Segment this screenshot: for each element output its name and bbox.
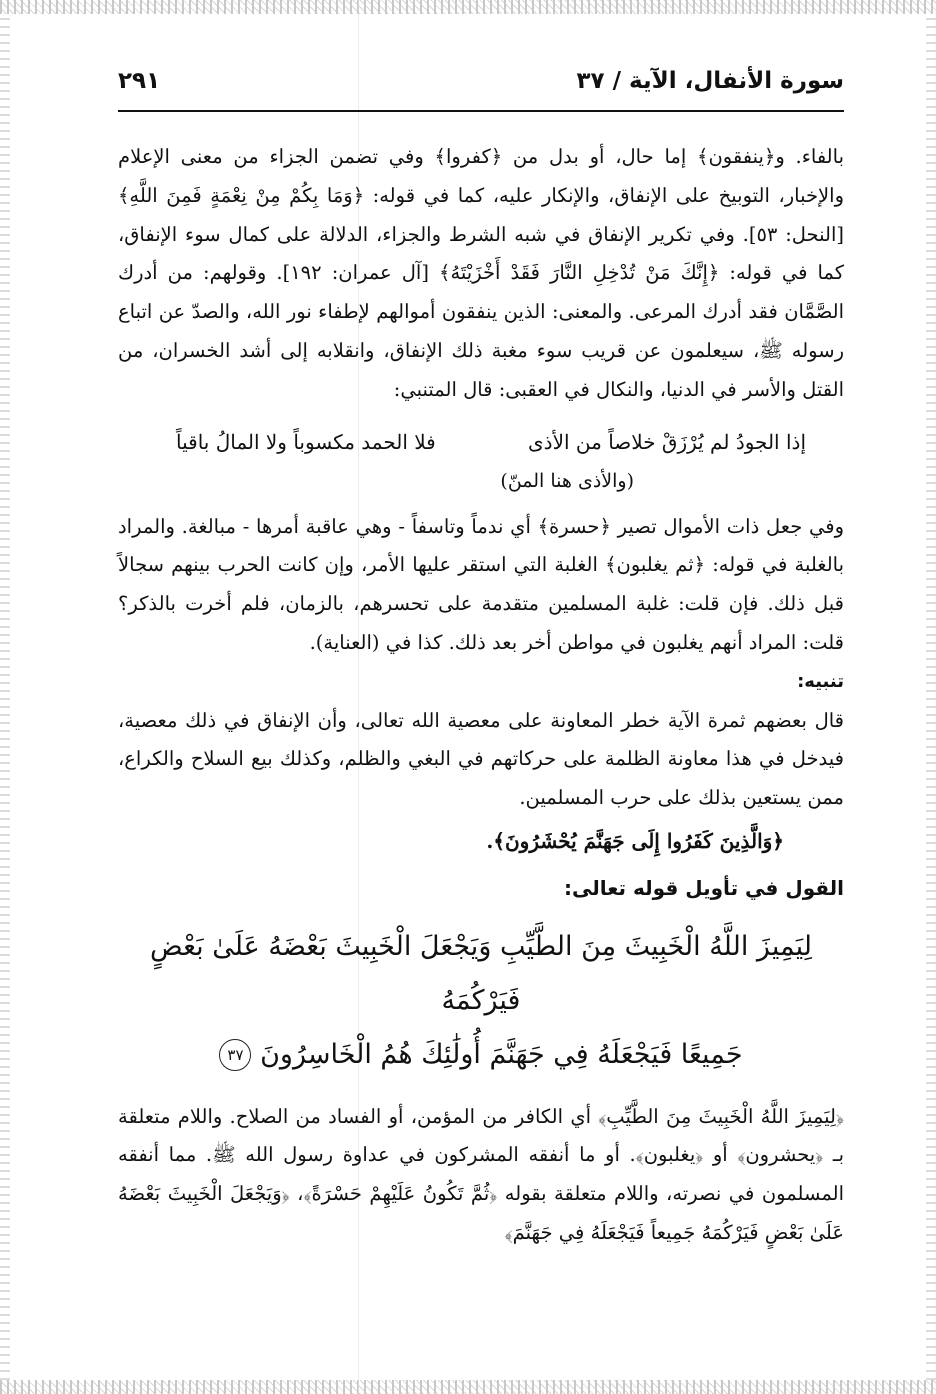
notice-heading: تنبيه: <box>797 670 844 692</box>
quran-line: ﴿وَالَّذِينَ كَفَرُوا إِلَى جَهَنَّمَ يُحْشَرُونَ﴾. <box>486 828 784 853</box>
verse-line-1: لِيَمِيزَ اللَّهُ الْخَبِيثَ مِنَ الطَّيِّبِ وَيَجْعَلَ الْخَبِيثَ بَعْضَهُ عَلَىٰ بَعْضٍ فَيَرْكُمَهُ <box>150 930 812 1016</box>
quran-verse-block <box>118 920 844 1082</box>
header-rule <box>118 110 844 112</box>
section-heading: القول في تأويل قوله تعالى: <box>564 875 844 900</box>
ornamental-border-bottom <box>0 1380 936 1394</box>
ornamental-border-left <box>0 14 10 1380</box>
poem-hemistich-1: إذا الجودُ لم يُرْزَقْ خلاصاً من الأذى <box>528 429 806 454</box>
running-title: سورة الأنفال، الآية / ٣٧ <box>576 68 844 94</box>
poem-note: (والأذى هنا المنّ) <box>500 469 634 492</box>
paragraph-2: وفي جعل ذات الأموال تصير ﴿حسرة﴾ أي ندماً وتاسفاً - وهي عاقبة أمرها - مبالغة. والمراد بالغلبة في قوله: ﴿ثم يغلبون﴾ الغلبة التي استقر عليها الأمر، وإن كانت الحرب بينهم سجالاً قبل ذلك. فإن قلت: غلبة المسلمين متقدمة على تحسرهم، بالزمان، فلم أخرت بالذكر؟ قلت: المراد أنهم يغلبون في مواطن أخر بعد ذلك. كذا في (العناية). <box>118 514 844 654</box>
page-number: ٢٩١ <box>118 68 161 94</box>
verse-line-2: جَمِيعًا فَيَجْعَلَهُ فِي جَهَنَّمَ أُولَٰئِكَ هُمُ الْخَاسِرُونَ <box>260 1038 743 1070</box>
verse-line-2-wrap <box>118 1028 844 1082</box>
ornamental-border-right <box>926 14 936 1380</box>
poem-verse <box>118 420 844 464</box>
page-header <box>118 68 844 102</box>
page-body <box>118 138 844 1253</box>
ayah-number-marker: ٣٧ <box>219 1039 251 1071</box>
commentary-paragraph: ﴿لِيَمِيزَ اللَّهُ الْخَبِيثَ مِنَ الطَّيِّبِ﴾ أي الكافر من المؤمن، أو الفساد من الصلاح. واللام متعلقة بـ ﴿يحشرون﴾ أو ﴿يغلبون﴾. أو ما أنفقه المشركون في عداوة رسول الله ﷺ. مما أنفقه المسلمون في نصرته، واللام متعلقة بقوله ﴿ثُمَّ تَكُونُ عَلَيْهِمْ حَسْرَةً﴾، ﴿وَيَجْعَلَ الْخَبِيثَ بَعْضَهُ عَلَىٰ بَعْضٍ فَيَرْكُمَهُ جَمِيعاً فَيَجْعَلَهُ فِي جَهَنَّمَ﴾ <box>118 1104 844 1244</box>
notice-text: قال بعضهم ثمرة الآية خطر المعاونة على معصية الله تعالى، وأن الإنفاق في ذلك معصية، فيدخل في هذا معاونة الظلمة على حركاتهم في البغي والظلم، وكذلك بيع السلاح والكراع، ممن يستعين بذلك على حرب المسلمين. <box>118 708 844 810</box>
poem-hemistich-2: فلا الحمد مكسوباً ولا المالُ باقياً <box>176 429 436 454</box>
ornamental-border-top <box>0 0 936 14</box>
paragraph-1: بالفاء. و﴿ينفقون﴾ إما حال، أو بدل من ﴿كفروا﴾ وفي تضمن الجزاء من معنى الإعلام والإخبار، التوبيخ على الإنفاق، والإنكار عليه، كما في قوله: ﴿وَمَا بِكُمْ مِنْ نِعْمَةٍ فَمِنَ اللَّهِ﴾ [النحل: ٥٣]. وفي تكرير الإنفاق في شبه الشرط والجزاء، الدلالة على كمال سوء الإنفاق، كما في قوله: ﴿إِنَّكَ مَنْ تُدْخِلِ النَّارَ فَقَدْ أَخْزَيْتَهُ﴾ [آل عمران: ١٩٢]. وقولهم: من أدرك الصَّمَّان فقد أدرك المرعى. والمعنى: الذين ينفقون أموالهم لإطفاء نور الله، والصدّ عن اتباع رسوله ﷺ، سيعلمون عن قريب سوء مغبة ذلك الإنفاق، وانقلابه إلى أشد الخسران، من القتل والأسر في الدنيا، والنكال في العقبى: قال المتنبي: <box>118 145 844 401</box>
